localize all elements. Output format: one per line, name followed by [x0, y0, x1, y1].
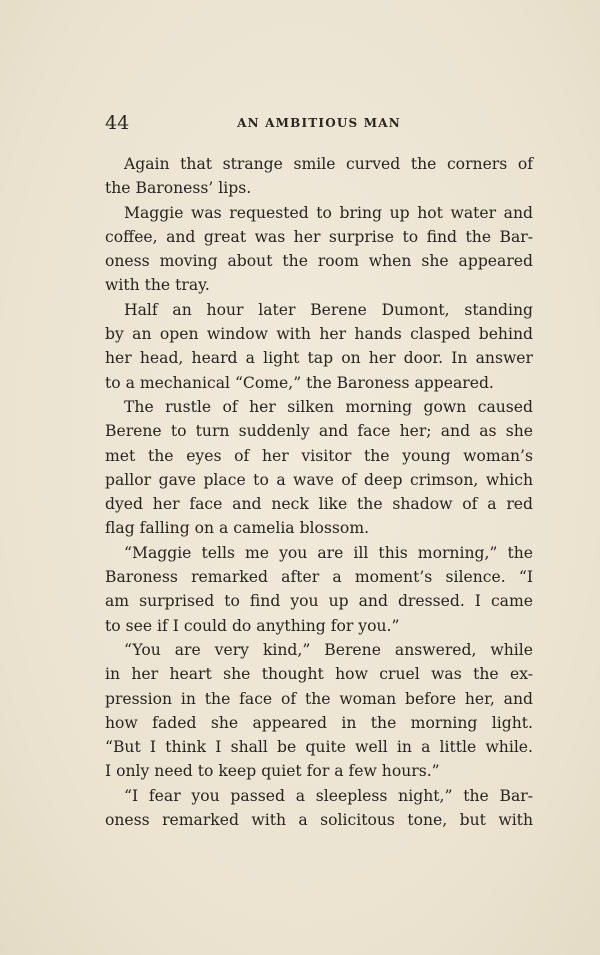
page-header — [105, 111, 533, 135]
body-text — [105, 152, 533, 832]
text-line: “Maggie tells me you are ill this morning,” the — [124, 543, 533, 562]
text-line: met the eyes of her visitor the young woman’s — [105, 446, 533, 465]
text-line: Maggie was requested to bring up hot water and — [124, 203, 533, 222]
text-line: her head, heard a light tap on her door. In answer — [105, 349, 533, 368]
text-line: Berene to turn suddenly and face her; and as she — [105, 422, 533, 441]
text-line: to a mechanical “Come,” the Baroness appeared. — [105, 373, 494, 392]
text-line: oness moving about the room when she appeared — [105, 252, 533, 271]
text-line: pallor gave place to a wave of deep crimson, which — [105, 470, 533, 489]
text-line: flag falling on a camelia blossom. — [105, 519, 370, 538]
text-line: pression in the face of the woman before her, and — [105, 689, 533, 708]
text-line: Again that strange smile curved the corners of — [124, 155, 533, 173]
text-line: am surprised to find you up and dressed. I came — [105, 592, 533, 611]
text-line: I only need to keep quiet for a few hours.” — [105, 762, 440, 781]
text-line: the Baroness’ lips. — [105, 179, 252, 198]
text-line: to see if I could do anything for you.” — [105, 616, 400, 635]
text-line: “But I think I shall be quite well in a little while. — [105, 738, 533, 757]
running-head: AN AMBITIOUS MAN — [237, 116, 401, 130]
text-line: Baroness remarked after a moment’s silence. “I — [105, 568, 533, 587]
text-line: oness remarked with a solicitous tone, but with — [105, 811, 533, 830]
text-line: The rustle of her silken morning gown caused — [124, 397, 533, 416]
text-line: coffee, and great was her surprise to find the Bar- — [105, 227, 533, 246]
text-line: dyed her face and neck like the shadow of a red — [105, 495, 533, 514]
text-line: “You are very kind,” Berene answered, while — [124, 640, 533, 659]
page-number: 44 — [105, 112, 130, 134]
text-line: by an open window with her hands clasped behind — [105, 325, 533, 344]
text-line: how faded she appeared in the morning light. — [105, 713, 533, 732]
text-line: with the tray. — [105, 276, 210, 295]
text-line: in her heart she thought how cruel was the ex- — [105, 665, 533, 684]
text-line: Half an hour later Berene Dumont, standing — [124, 300, 533, 319]
text-line: “I fear you passed a sleepless night,” the Bar- — [124, 786, 533, 805]
